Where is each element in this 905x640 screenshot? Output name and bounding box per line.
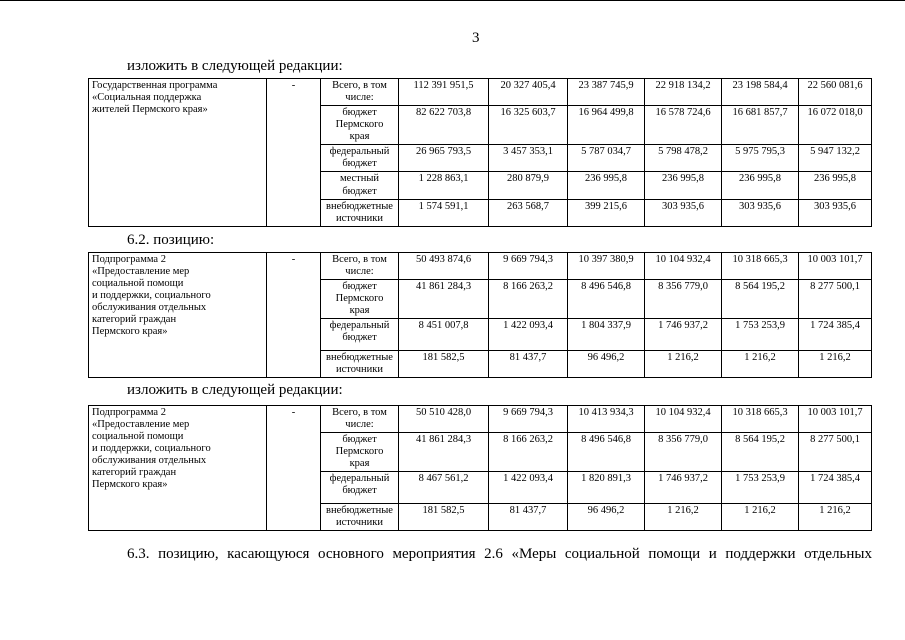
amount-cell: 263 568,7 xyxy=(489,199,568,226)
amount-cell: 16 964 499,8 xyxy=(568,106,645,145)
amount-cell: 5 947 132,2 xyxy=(799,145,872,172)
program-name-line: категорий граждан xyxy=(92,314,177,326)
amount-cell: 16 325 603,7 xyxy=(489,106,568,145)
section-heading: изложить в следующей редакции: xyxy=(127,58,343,74)
program-name-line: и поддержки, социального xyxy=(92,443,211,455)
amount-cell: 23 198 584,4 xyxy=(722,79,799,106)
amount-cell: 96 496,2 xyxy=(568,504,645,531)
funding-source-line: федеральный xyxy=(329,146,390,158)
dash-cell: - xyxy=(267,253,321,378)
funding-source-cell xyxy=(321,351,399,378)
amount-cell: 81 437,7 xyxy=(489,504,568,531)
funding-source-line: Всего, в том xyxy=(332,407,387,418)
amount-cell: 8 356 779,0 xyxy=(645,433,722,472)
funding-source-cell xyxy=(321,199,399,226)
funding-source-line: числе: xyxy=(345,92,374,104)
program-name-cell xyxy=(89,253,267,378)
amount-cell: 10 318 665,3 xyxy=(722,253,799,280)
funding-source-line: края xyxy=(349,131,370,143)
funding-source-line: федеральный xyxy=(329,473,390,485)
amount-cell: 10 003 101,7 xyxy=(799,253,872,280)
funding-source-cell xyxy=(321,504,399,531)
amount-cell: 41 861 284,3 xyxy=(399,433,489,472)
funding-source-cell xyxy=(321,145,399,172)
amount-cell: 50 493 874,6 xyxy=(399,253,489,280)
funding-source-line: бюджет xyxy=(342,158,377,170)
dash-cell: - xyxy=(267,79,321,227)
section-heading: 6.2. позицию: xyxy=(127,232,215,248)
program-name-line: «Предоставление мер xyxy=(92,419,190,431)
funding-source-cell xyxy=(321,319,399,351)
amount-cell: 1 746 937,2 xyxy=(645,472,722,504)
program-name-line: социальной помощи xyxy=(92,278,184,290)
funding-source-line: источники xyxy=(336,364,383,376)
amount-cell: 236 995,8 xyxy=(722,172,799,199)
amount-cell: 41 861 284,3 xyxy=(399,280,489,319)
program-name-line: «Предоставление мер xyxy=(92,266,190,278)
amount-cell: 1 422 093,4 xyxy=(489,472,568,504)
amount-cell: 3 457 353,1 xyxy=(489,145,568,172)
budget-table xyxy=(88,252,872,378)
amount-cell: 8 467 561,2 xyxy=(399,472,489,504)
page-number: 3 xyxy=(472,30,480,46)
amount-cell: 1 216,2 xyxy=(645,504,722,531)
table-row xyxy=(89,253,872,280)
funding-source-line: края xyxy=(349,305,370,317)
amount-cell: 1 216,2 xyxy=(722,504,799,531)
amount-cell: 1 724 385,4 xyxy=(799,319,872,351)
funding-source-line: края xyxy=(349,458,370,470)
dash-cell: - xyxy=(267,406,321,531)
program-name-line: Государственная программа xyxy=(92,80,218,91)
amount-cell: 236 995,8 xyxy=(645,172,722,199)
funding-source-cell xyxy=(321,433,399,472)
funding-source-line: внебюджетные xyxy=(326,505,393,517)
funding-source-line: источники xyxy=(336,517,383,529)
amount-cell: 1 228 863,1 xyxy=(399,172,489,199)
amount-cell: 181 582,5 xyxy=(399,504,489,531)
section-heading: изложить в следующей редакции: xyxy=(127,382,343,398)
amount-cell: 8 277 500,1 xyxy=(799,433,872,472)
program-name-line: обслуживания отдельных xyxy=(92,302,207,314)
amount-cell: 1 753 253,9 xyxy=(722,319,799,351)
funding-source-line: источники xyxy=(336,212,383,224)
program-name-line: Пермского края» xyxy=(92,479,168,491)
amount-cell: 8 451 007,8 xyxy=(399,319,489,351)
amount-cell: 8 277 500,1 xyxy=(799,280,872,319)
funding-source-cell xyxy=(321,79,399,106)
program-name-line: Пермского края» xyxy=(92,326,168,338)
amount-cell: 82 622 703,8 xyxy=(399,106,489,145)
amount-cell: 8 564 195,2 xyxy=(722,433,799,472)
funding-source-cell xyxy=(321,280,399,319)
amount-cell: 9 669 794,3 xyxy=(489,406,568,433)
amount-cell: 8 496 546,8 xyxy=(568,280,645,319)
funding-source-line: бюджет xyxy=(342,185,377,197)
funding-source-line: числе: xyxy=(345,266,374,278)
funding-source-line: Всего, в том xyxy=(332,254,387,265)
amount-cell: 22 560 081,6 xyxy=(799,79,872,106)
amount-cell: 10 397 380,9 xyxy=(568,253,645,280)
amount-cell: 16 072 018,0 xyxy=(799,106,872,145)
funding-source-cell xyxy=(321,253,399,280)
amount-cell: 1 422 093,4 xyxy=(489,319,568,351)
funding-source-cell xyxy=(321,472,399,504)
amount-cell: 8 166 263,2 xyxy=(489,433,568,472)
amount-cell: 10 003 101,7 xyxy=(799,406,872,433)
funding-source-line: Пермского xyxy=(335,446,384,458)
amount-cell: 1 820 891,3 xyxy=(568,472,645,504)
amount-cell: 22 918 134,2 xyxy=(645,79,722,106)
funding-source-line: внебюджетные xyxy=(326,200,393,212)
program-name-line: жителей Пермского края» xyxy=(92,104,208,116)
funding-source-line: Пермского xyxy=(335,119,384,131)
program-name-line: Подпрограмма 2 xyxy=(92,254,166,265)
amount-cell: 5 975 795,3 xyxy=(722,145,799,172)
amount-cell: 303 935,6 xyxy=(645,199,722,226)
amount-cell: 112 391 951,5 xyxy=(399,79,489,106)
amount-cell: 8 564 195,2 xyxy=(722,280,799,319)
amount-cell: 1 216,2 xyxy=(799,504,872,531)
amount-cell: 1 216,2 xyxy=(645,351,722,378)
funding-source-cell xyxy=(321,172,399,199)
amount-cell: 26 965 793,5 xyxy=(399,145,489,172)
amount-cell: 1 216,2 xyxy=(799,351,872,378)
amount-cell: 399 215,6 xyxy=(568,199,645,226)
amount-cell: 303 935,6 xyxy=(799,199,872,226)
budget-table xyxy=(88,405,872,531)
funding-source-line: бюджет xyxy=(342,485,377,497)
funding-source-line: местный xyxy=(339,173,380,185)
amount-cell: 10 413 934,3 xyxy=(568,406,645,433)
amount-cell: 10 104 932,4 xyxy=(645,406,722,433)
program-name-line: Подпрограмма 2 xyxy=(92,407,166,418)
funding-source-cell xyxy=(321,406,399,433)
amount-cell: 16 578 724,6 xyxy=(645,106,722,145)
program-name-line: социальной помощи xyxy=(92,431,184,443)
amount-cell: 1 753 253,9 xyxy=(722,472,799,504)
amount-cell: 1 804 337,9 xyxy=(568,319,645,351)
amount-cell: 8 166 263,2 xyxy=(489,280,568,319)
program-name-line: категорий граждан xyxy=(92,467,177,479)
program-name-cell xyxy=(89,79,267,227)
table-row xyxy=(89,406,872,433)
amount-cell: 1 724 385,4 xyxy=(799,472,872,504)
amount-cell: 181 582,5 xyxy=(399,351,489,378)
funding-source-line: внебюджетные xyxy=(326,352,393,364)
funding-source-line: бюджет xyxy=(342,107,377,119)
amount-cell: 280 879,9 xyxy=(489,172,568,199)
funding-source-line: бюджет xyxy=(342,332,377,344)
amount-cell: 81 437,7 xyxy=(489,351,568,378)
amount-cell: 1 574 591,1 xyxy=(399,199,489,226)
funding-source-cell xyxy=(321,106,399,145)
amount-cell: 5 787 034,7 xyxy=(568,145,645,172)
program-name-cell xyxy=(89,406,267,531)
amount-cell: 10 318 665,3 xyxy=(722,406,799,433)
funding-source-line: бюджет xyxy=(342,281,377,293)
program-name-line: обслуживания отдельных xyxy=(92,455,207,467)
program-name-line: «Социальная поддержка xyxy=(92,92,202,104)
amount-cell: 96 496,2 xyxy=(568,351,645,378)
program-name-line: и поддержки, социального xyxy=(92,290,211,302)
funding-source-line: федеральный xyxy=(329,320,390,332)
funding-source-line: Пермского xyxy=(335,293,384,305)
funding-source-line: Всего, в том xyxy=(332,80,387,91)
amount-cell: 236 995,8 xyxy=(799,172,872,199)
amount-cell: 16 681 857,7 xyxy=(722,106,799,145)
amount-cell: 1 216,2 xyxy=(722,351,799,378)
amount-cell: 303 935,6 xyxy=(722,199,799,226)
amount-cell: 236 995,8 xyxy=(568,172,645,199)
amount-cell: 8 356 779,0 xyxy=(645,280,722,319)
funding-source-line: числе: xyxy=(345,419,374,431)
amount-cell: 1 746 937,2 xyxy=(645,319,722,351)
amount-cell: 5 798 478,2 xyxy=(645,145,722,172)
funding-source-line: бюджет xyxy=(342,434,377,446)
closing-paragraph: 6.3. позицию, касающуюся основного мероприятия 2.6 «Меры социальной помощи и поддержки отдельных xyxy=(127,546,872,562)
amount-cell: 8 496 546,8 xyxy=(568,433,645,472)
amount-cell: 50 510 428,0 xyxy=(399,406,489,433)
page-top-edge xyxy=(0,0,905,1)
amount-cell: 20 327 405,4 xyxy=(489,79,568,106)
amount-cell: 23 387 745,9 xyxy=(568,79,645,106)
table-row xyxy=(89,79,872,106)
amount-cell: 9 669 794,3 xyxy=(489,253,568,280)
budget-table xyxy=(88,78,872,227)
amount-cell: 10 104 932,4 xyxy=(645,253,722,280)
